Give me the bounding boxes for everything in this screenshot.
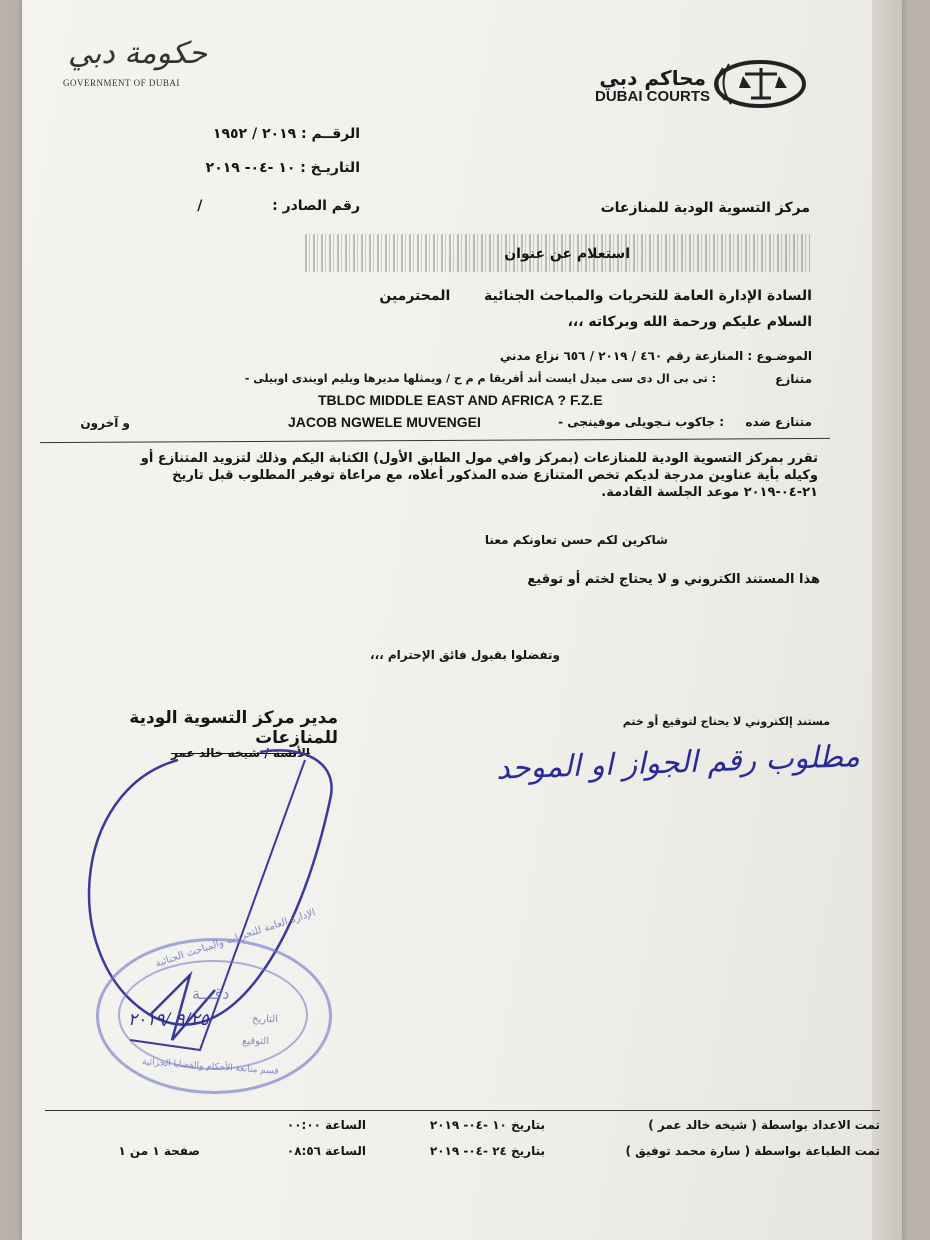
addressee: السادة الإدارة العامة للتحريات والمباحث الجنائية المحترمين bbox=[379, 288, 812, 304]
footer-divider bbox=[45, 1110, 880, 1111]
case-others: و آخرون bbox=[80, 416, 130, 430]
footer-printed-time: الساعة ٠٨:٥٦ bbox=[286, 1144, 366, 1158]
courts-name-english: DUBAI COURTS bbox=[595, 88, 710, 105]
electronic-notice: هذا المستند الكتروني و لا يحتاج لختم أو توقيع bbox=[527, 572, 820, 587]
footer-prepared-by: تمت الاعداد بواسطة ( شيخه خالد عمر ) bbox=[648, 1118, 880, 1132]
footer-prepared-time: الساعة ٠٠:٠٠ bbox=[286, 1118, 366, 1132]
greeting: السلام عليكم ورحمة الله وبركاته ،،، bbox=[567, 314, 812, 330]
body-paragraph: تقرر بمركز التسوية الودية للمنازعات (بمركز وافي مول الطابق الأول) الكتابة اليكم وذلك لتزويد المتنازع أو وكيله بأية عناوين مدرجة لديكم تخص المتنازع ضده المذكور أعلاه، مع مراعاة توفير المطلوب قبل تاريخ ٢١-٠٤-٢٠١٩ موعد الجلسة القادمة. bbox=[140, 451, 818, 500]
handwritten-note: مطلوب رقم الجواز او الموحد bbox=[495, 739, 861, 787]
case-subject: الموضـوع : المنازعة رقم ٤٦٠ / ٢٠١٩ / ٦٥٦ نزاع مدني bbox=[499, 349, 812, 363]
case-plaintiff-english: TBLDC MIDDLE EAST AND AFRICA ? F.Z.E bbox=[318, 392, 603, 408]
ref-date: التاريـخ : ١٠ -٠٤- ٢٠١٩ bbox=[205, 160, 360, 176]
case-defendant-value: : جاكوب نـجويلى موفينجى - bbox=[558, 415, 724, 429]
center-name: مركز التسوية الودية للمنازعات bbox=[600, 200, 810, 216]
case-defendant-english: JACOB NGWELE MUVENGEI bbox=[288, 414, 481, 430]
subject-title: استعلام عن عنوان bbox=[504, 246, 630, 262]
ref-number: الرقــم : ٢٠١٩ / ١٩٥٢ bbox=[212, 126, 360, 142]
thanks-line: شاكرين لكم حسن تعاونكم معنا bbox=[484, 533, 668, 547]
electronic-document-note: مستند إلكتروني لا يحتاج لتوقيع أو ختم bbox=[622, 715, 830, 728]
footer-printed-by: تمت الطباعة بواسطة ( سارة محمد توفيق ) bbox=[625, 1144, 880, 1158]
stamp-date-label: التاريخ bbox=[252, 1014, 278, 1025]
stamp-middle-text: دقـــة bbox=[192, 984, 230, 1003]
footer-page-number: صفحة ١ من ١ bbox=[118, 1144, 200, 1158]
stamp-org-text: الإدارة العامة للتحريات والمباحث الجنائية bbox=[154, 907, 317, 970]
case-plaintiff-value: : تى بى ال دى سى ميدل ايست أند أفريقا م م ح / ويمثلها مديرها ويليم اويندى اوبيلى - bbox=[244, 372, 716, 385]
footer-prepared-date: بتاريخ ١٠ -٠٤- ٢٠١٩ bbox=[429, 1118, 545, 1132]
case-defendant-label: متنازع ضده bbox=[745, 415, 812, 429]
director-title: مدير مركز التسوية الودية للمنازعات bbox=[129, 708, 338, 748]
director-name: الأنسة / شيخه خالد عمر bbox=[170, 746, 310, 760]
case-plaintiff-label: متنازع bbox=[775, 372, 812, 386]
stamp-dept-text: قسم متابعة الأحكام والقضايا الجزائية bbox=[141, 1057, 279, 1077]
closing-line: وتفضلوا بقبول فائق الإحترام ،،، bbox=[370, 648, 560, 662]
footer-printed-date: بتاريخ ٢٤ -٠٤- ٢٠١٩ bbox=[429, 1144, 545, 1158]
stamp-sign-label: التوقيع bbox=[242, 1036, 270, 1047]
government-logo-script: حكومة دبي bbox=[68, 36, 208, 71]
ref-outgoing: رقم الصادر : / bbox=[197, 198, 360, 214]
courts-name-arabic: محاكم دبي bbox=[599, 66, 706, 90]
stamp-handwritten-date: ٩/٢٥ /٢٠١٩ bbox=[128, 1010, 209, 1030]
government-logo-text: GOVERNMENT OF DUBAI bbox=[63, 78, 180, 88]
